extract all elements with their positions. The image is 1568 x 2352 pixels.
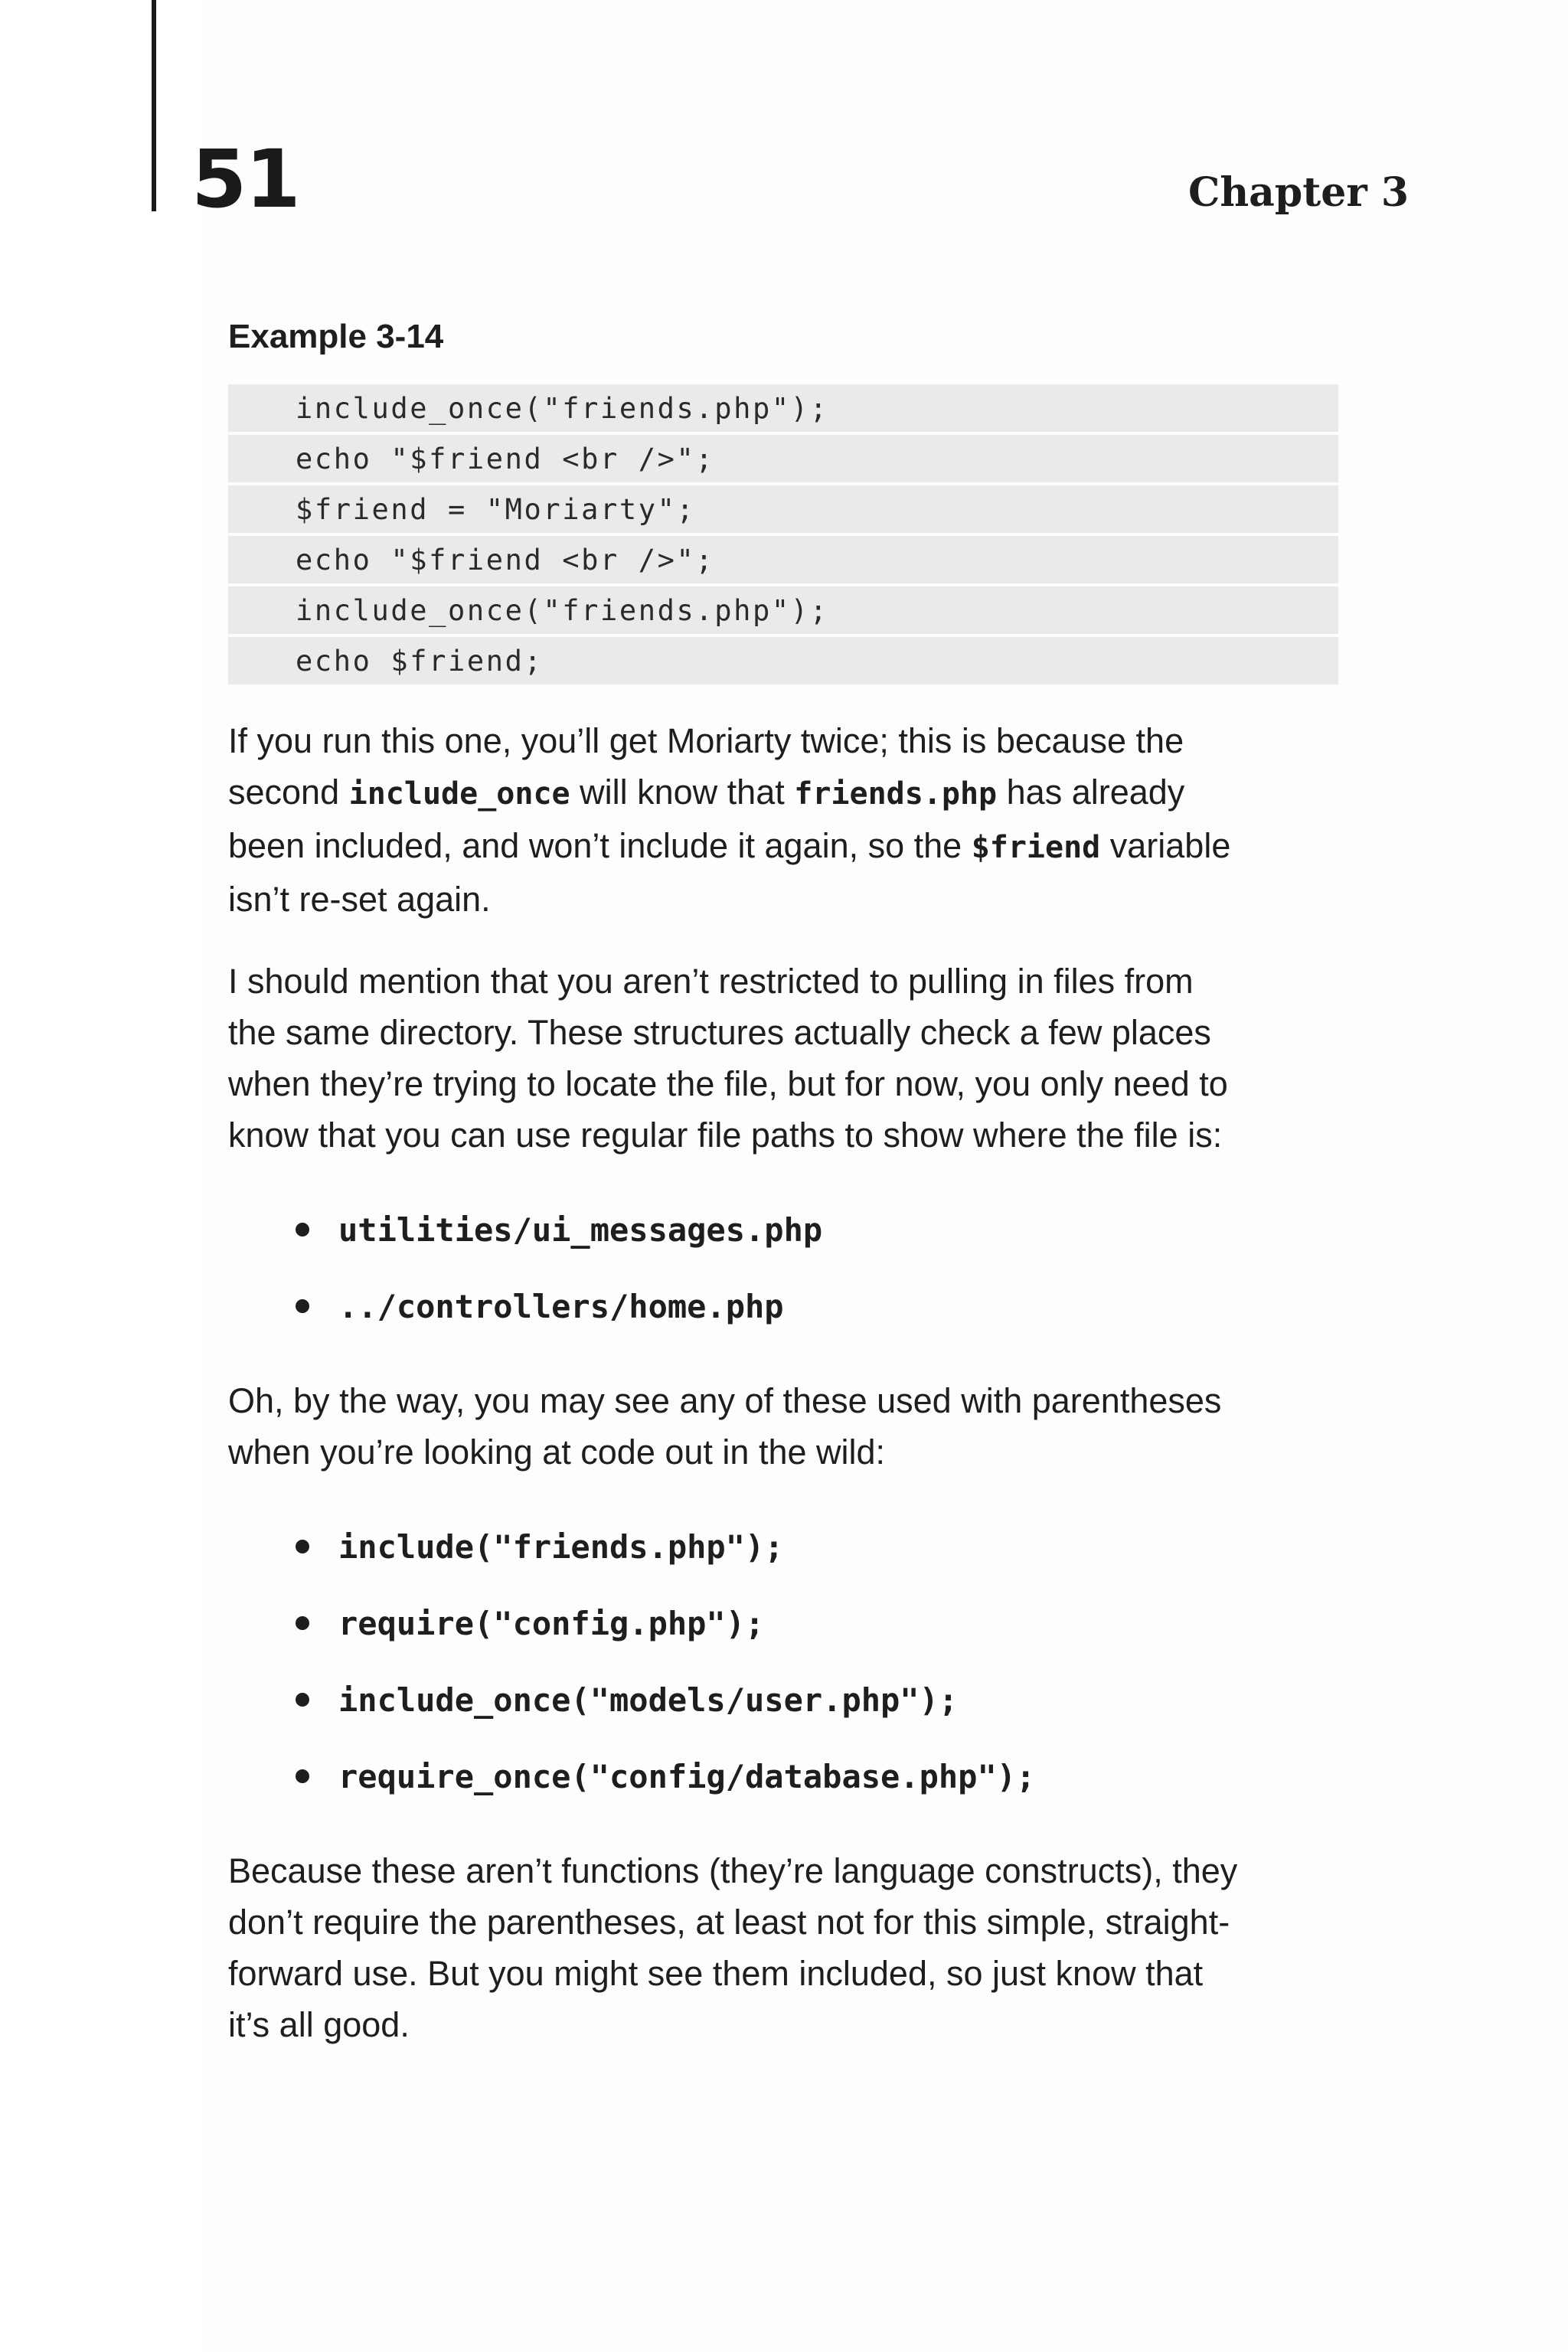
code-line: echo $friend; [228,637,1338,684]
list-item [228,1585,1338,1661]
code-line: $friend = "Moriarty"; [228,485,1338,533]
inline-code: include_once [348,776,570,812]
inline-code: friends.php [794,776,998,812]
list-item [228,1661,1338,1738]
paragraph-line [228,766,1361,820]
paragraph-include-once-explanation [228,715,1361,925]
code-line: echo "$friend <br />"; [228,536,1338,583]
paragraph-line: know that you can use regular file paths to show where the file is: [228,1116,1223,1155]
paragraph-file-paths [228,956,1361,1161]
bullet-icon [296,1616,309,1630]
code-line: include_once("friends.php"); [228,384,1338,432]
code-line: echo "$friend <br />"; [228,435,1338,482]
chapter-label: Chapter 3 [1187,169,1409,216]
paragraph-line: the same directory. These structures actually check a few places [228,1013,1211,1052]
list-item-code: ../controllers/home.php [338,1287,784,1325]
text-run: variable [1100,826,1231,865]
inline-code: $friend [971,830,1101,865]
bullet-icon [296,1223,309,1236]
paragraph-line [228,820,1361,874]
parentheses-list [228,1508,1338,1815]
paragraph-line: I should mention that you aren’t restricted to pulling in files from [228,962,1194,1001]
list-item [228,1508,1338,1585]
paragraph-line: when you’re looking at code out in the wild: [228,1432,886,1472]
paths-list [228,1191,1338,1344]
bullet-icon [296,1769,309,1783]
paragraph-line: Oh, by the way, you may see any of these used with parentheses [228,1381,1222,1420]
code-block [228,384,1338,684]
text-run: has already [997,773,1185,812]
margin-rule [152,0,156,211]
text-run: been included, and won’t include it again, so the [228,826,972,865]
list-item [228,1738,1338,1815]
text-run: second [228,773,349,812]
list-item [228,1191,1338,1268]
list-item-code: include("friends.php"); [338,1527,784,1566]
code-line: include_once("friends.php"); [228,586,1338,634]
list-item [228,1268,1338,1344]
list-item-code: include_once("models/user.php"); [338,1681,959,1719]
list-item-code: utilities/ui_messages.php [338,1210,823,1249]
paragraph-line: isn’t re-set again. [228,880,491,919]
bullet-icon [296,1540,309,1553]
paragraph-language-constructs [228,1845,1361,2050]
paragraph-parentheses-intro [228,1375,1361,1478]
paragraph-line: forward use. But you might see them included, so just know that [228,1954,1204,1993]
paragraph-line: If you run this one, you’ll get Moriarty twice; this is because the [228,721,1184,760]
page-content [228,314,1338,2081]
bullet-icon [296,1693,309,1707]
paragraph-line: when they’re trying to locate the file, but for now, you only need to [228,1064,1228,1103]
text-run: will know that [570,773,795,812]
paragraph-line: don’t require the parentheses, at least not for this simple, straight- [228,1903,1230,1942]
page-number: 51 [191,132,299,226]
paragraph-line: it’s all good. [228,2005,410,2044]
list-item-code: require_once("config/database.php"); [338,1757,1036,1795]
bullet-icon [296,1299,309,1313]
example-title: Example 3-14 [228,318,444,355]
paragraph-line: Because these aren’t functions (they’re language constructs), they [228,1851,1238,1890]
list-item-code: require("config.php"); [338,1604,765,1642]
